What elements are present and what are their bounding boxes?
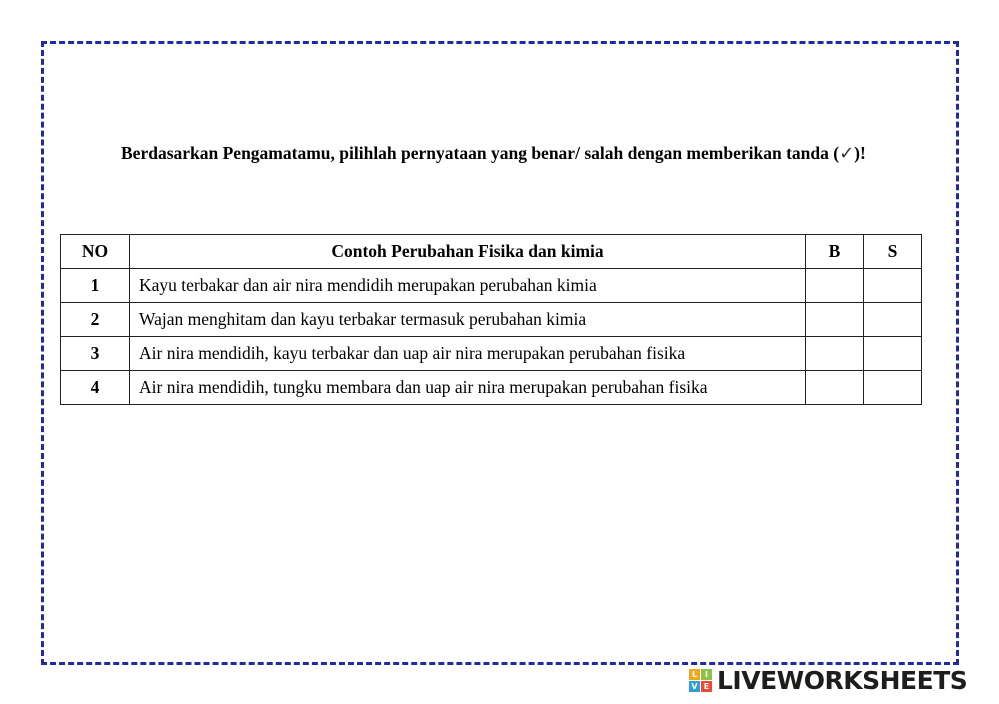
logo-tile: L xyxy=(689,669,700,680)
logo-tile: E xyxy=(701,681,712,692)
table-row xyxy=(61,269,922,303)
row-number: 1 xyxy=(61,269,130,303)
table-row xyxy=(61,371,922,405)
row-number: 4 xyxy=(61,371,130,405)
table-row xyxy=(61,303,922,337)
liveworksheets-logo[interactable] xyxy=(689,665,967,695)
answer-cell-salah[interactable] xyxy=(864,371,922,405)
header-salah: S xyxy=(864,235,922,269)
check-mark-icon: ✓ xyxy=(839,142,855,164)
row-statement: Kayu terbakar dan air nira mendidih merupakan perubahan kimia xyxy=(130,269,806,303)
answer-cell-benar[interactable] xyxy=(806,303,864,337)
logo-text: LIVEWORKSHEETS xyxy=(717,665,968,695)
answer-cell-benar[interactable] xyxy=(806,337,864,371)
row-number: 3 xyxy=(61,337,130,371)
answer-cell-benar[interactable] xyxy=(806,371,864,405)
table-header-row xyxy=(61,235,922,269)
header-statement: Contoh Perubahan Fisika dan kimia xyxy=(130,235,806,269)
statement-table xyxy=(60,234,922,405)
logo-tile: V xyxy=(689,681,700,692)
row-number: 2 xyxy=(61,303,130,337)
table-row xyxy=(61,337,922,371)
answer-cell-salah[interactable] xyxy=(864,337,922,371)
header-benar: B xyxy=(806,235,864,269)
header-no: NO xyxy=(61,235,130,269)
answer-cell-benar[interactable] xyxy=(806,269,864,303)
row-statement: Wajan menghitam dan kayu terbakar termasuk perubahan kimia xyxy=(130,303,806,337)
logo-grid-icon xyxy=(689,669,712,692)
answer-cell-salah[interactable] xyxy=(864,303,922,337)
row-statement: Air nira mendidih, tungku membara dan uap air nira merupakan perubahan fisika xyxy=(130,371,806,405)
answer-cell-salah[interactable] xyxy=(864,269,922,303)
instruction-text: Berdasarkan Pengamatamu, pilihlah pernyataan yang benar/ salah dengan memberikan tanda (✓)! xyxy=(121,142,866,164)
logo-tile: I xyxy=(701,669,712,680)
row-statement: Air nira mendidih, kayu terbakar dan uap air nira merupakan perubahan fisika xyxy=(130,337,806,371)
